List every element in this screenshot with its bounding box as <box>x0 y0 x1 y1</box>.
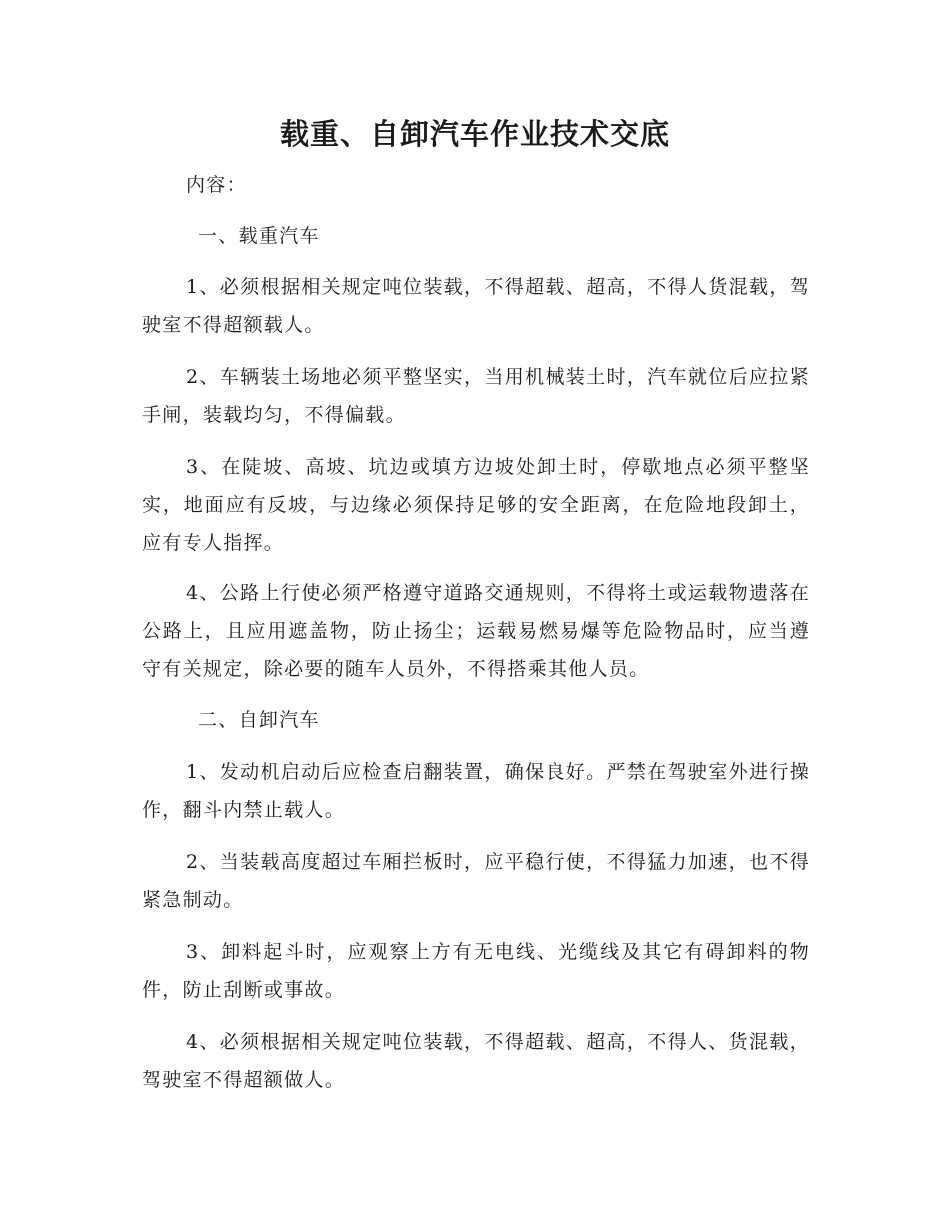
section-heading-dump-truck: 二、自卸汽车 <box>198 709 320 731</box>
document-title: 载重、自卸汽车作业技术交底 <box>279 117 670 151</box>
truck-rule-2: 2、车辆装土场地必须平整坚实，当用机械装土时，汽车就位后应拉紧手闸，装载均匀，不得偏载。 <box>142 366 810 426</box>
content-label: 内容： <box>186 174 247 196</box>
truck-rule-1: 1、必须根据相关规定吨位装载，不得超载、超高，不得人货混载，驾驶室不得超额载人。 <box>142 276 810 336</box>
dump-rule-3: 3、卸料起斗时，应观察上方有无电线、光缆线及其它有碍卸料的物件，防止刮断或事故。 <box>142 941 810 1001</box>
truck-rule-3: 3、在陡坡、高坡、坑边或填方边坡处卸土时，停歇地点必须平整坚实，地面应有反坡，与边缘必须保持足够的安全距离，在危险地段卸土，应有专人指挥。 <box>142 456 810 554</box>
section-heading-truck: 一、载重汽车 <box>198 225 320 247</box>
dump-rule-4: 4、必须根据相关规定吨位装载，不得超载、超高，不得人、货混载，驾驶室不得超额做人。 <box>142 1031 810 1091</box>
truck-rule-4: 4、公路上行使必须严格遵守道路交通规则，不得将土或运载物遗落在公路上，且应用遮盖物，防止扬尘；运载易燃易爆等危险物品时，应当遵守有关规定，除必要的随车人员外，不得搭乘其他人员。 <box>142 582 810 680</box>
dump-rule-1: 1、发动机启动后应检查启翻装置，确保良好。严禁在驾驶室外进行操作，翻斗内禁止载人。 <box>142 761 810 821</box>
dump-rule-2: 2、当装载高度超过车厢拦板时，应平稳行使，不得猛力加速，也不得紧急制动。 <box>142 851 810 911</box>
